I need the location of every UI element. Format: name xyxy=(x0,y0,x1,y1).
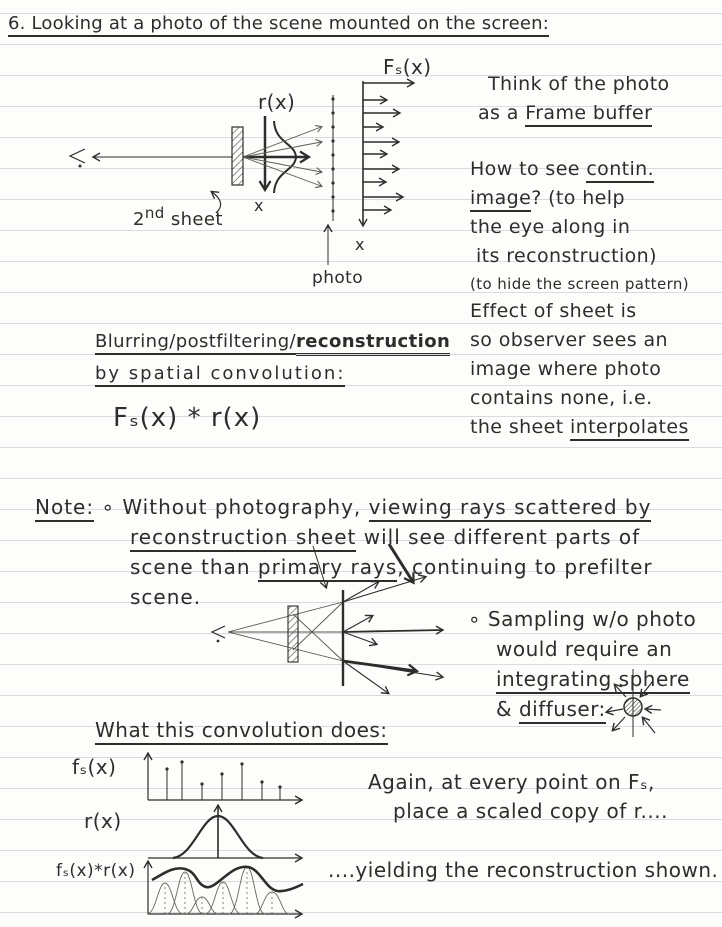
plot3-label: fₛ(x)*r(x) xyxy=(56,861,136,881)
note-line2: reconstruction sheet will see different parts of xyxy=(35,522,653,552)
note-line: the sheet interpolates xyxy=(470,413,689,442)
photo-label: photo xyxy=(312,268,364,288)
plot2-label: r(x) xyxy=(84,809,122,833)
sampling-line1: ∘ Sampling w/o photo xyxy=(468,607,697,631)
primary-rays-pointer-thin xyxy=(313,546,326,587)
convolution-formula: Fₛ(x) * r(x) xyxy=(113,403,262,433)
note-line4: scene. xyxy=(130,585,202,609)
page-title xyxy=(8,13,549,34)
note-line: Think of the photo xyxy=(488,73,670,95)
blurring-line1: Blurring/postfiltering/reconstruction xyxy=(95,326,450,358)
note-line1: Note: ∘ Without photography, viewing rays scattered by xyxy=(35,492,653,522)
fs-label: Fₛ(x) xyxy=(383,55,432,79)
eye-pupil xyxy=(217,640,220,643)
scatter-ray xyxy=(243,127,321,157)
title-number: 6. xyxy=(8,13,26,34)
reconstruction-sheet xyxy=(288,606,298,662)
note-line: its reconstruction) xyxy=(476,245,657,267)
right-notes xyxy=(470,70,689,442)
fs-sample-arrows xyxy=(363,83,413,210)
eye-icon xyxy=(212,626,225,638)
second-sheet-label: 2nd sheet xyxy=(133,204,223,230)
reconstruction-emphasis: reconstruction xyxy=(296,331,450,356)
second-sheet xyxy=(232,127,243,185)
convolution-heading: What this convolution does: xyxy=(95,718,388,742)
title-text: Looking at a photo of the scene mounted on the screen: xyxy=(31,13,550,34)
note-line3: scene than primary rays, continuing to prefilter xyxy=(35,552,653,582)
integrating-sphere-doodle xyxy=(593,663,668,741)
eye-pupil xyxy=(79,165,82,168)
note-line: the eye along in xyxy=(470,216,631,238)
top-optical-diagram xyxy=(30,53,475,313)
caption-line2: place a scaled copy of r.... xyxy=(393,799,668,823)
sampling-line4: & diffuser: xyxy=(468,694,696,724)
frame-buffer-underlined: Frame buffer xyxy=(525,102,652,127)
middle-optical-diagram xyxy=(180,540,500,710)
r-axis-x-label: x xyxy=(254,196,264,215)
note-line: How to see contin. xyxy=(470,155,689,184)
sampling-line3: integrating sphere xyxy=(468,664,696,694)
primary-rays-pointer-bold xyxy=(389,544,413,582)
bullet-circle: ∘ xyxy=(468,607,482,631)
diffuser-sphere xyxy=(624,698,642,716)
blurring-block xyxy=(95,326,450,434)
note-line: as a Frame buffer xyxy=(470,99,689,128)
r-label: r(x) xyxy=(258,90,296,114)
impulse-dots xyxy=(165,760,281,788)
scattered-exit-rays xyxy=(343,577,442,693)
note-line: Effect of sheet is xyxy=(470,300,637,322)
note-line: image where photo xyxy=(470,358,662,380)
note-line: (to hide the screen pattern) xyxy=(470,275,690,293)
note-line: so observer sees an xyxy=(470,329,668,351)
scaled-kernel-copies xyxy=(147,867,289,914)
note-line: image? (to help xyxy=(470,184,689,213)
scatter-ray xyxy=(243,157,321,186)
sampling-line2: would require an xyxy=(496,637,673,661)
note-line: contains none, i.e. xyxy=(470,387,653,409)
scatter-ray xyxy=(243,142,321,157)
plot1-label: fₛ(x) xyxy=(72,755,117,779)
eye-icon xyxy=(70,149,85,163)
scatter-ray xyxy=(243,157,321,172)
outgoing-rays xyxy=(607,685,626,730)
caption-line3: ....yielding the reconstruction shown. xyxy=(328,858,719,882)
blurring-line2: by spatial convolution: xyxy=(95,358,450,390)
caption-line1: Again, at every point on Fₛ, xyxy=(368,770,655,794)
incoming-rays xyxy=(641,681,661,733)
viewing-rays xyxy=(228,602,343,661)
fs-axis-x-label: x xyxy=(355,235,365,254)
bullet-circle: ∘ xyxy=(101,495,115,519)
